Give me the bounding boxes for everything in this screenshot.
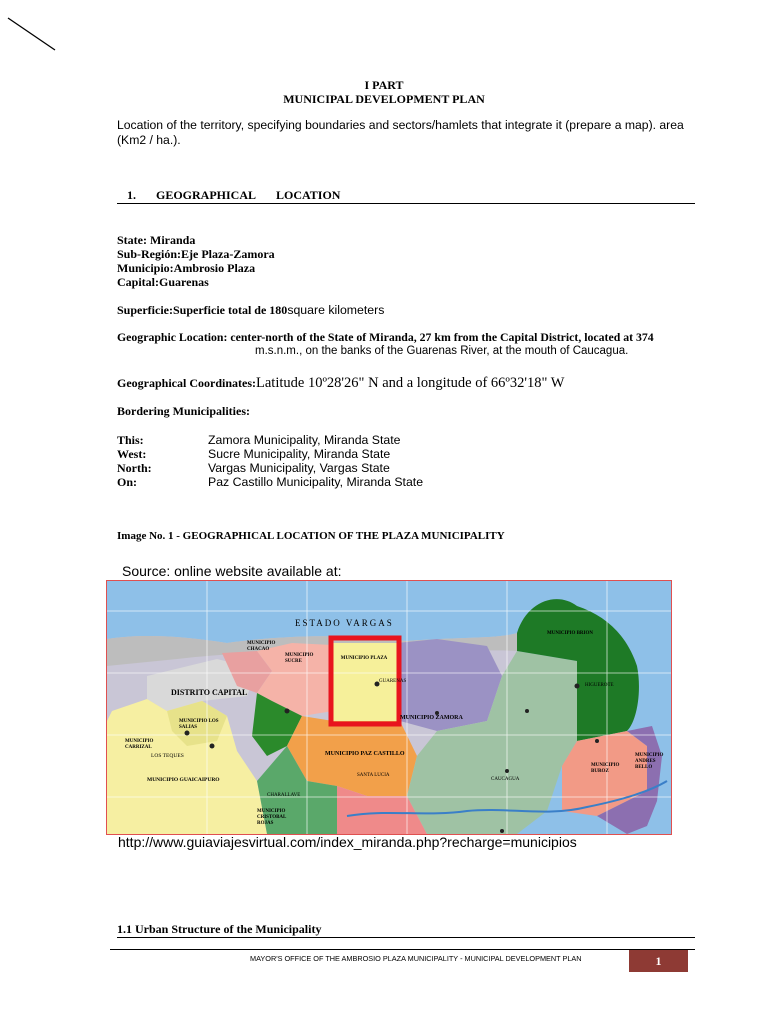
capital-line: Capital:Guarenas — [117, 275, 209, 289]
map-label-charallave: CHARALLAVE — [267, 793, 301, 798]
map-label-paz: MUNICIPIO PAZ CASTILLO — [325, 751, 405, 757]
surface-label: Superficie:Superficie total de 180 — [117, 303, 288, 317]
part-label: I PART — [364, 78, 404, 92]
geo-location-text: center-north of the State of Miranda, 27 km from the Capital District, located at 374 — [227, 330, 654, 344]
map-label-sucre: MUNICIPIO SUCRE — [285, 653, 314, 664]
source-url-link[interactable]: http://www.guiaviajesvirtual.com/index_miranda.php?recharge=municipios — [118, 834, 577, 850]
map-label-andres: MUNICIPIO ANDRES BELLO — [635, 753, 664, 770]
geo-location-label: Geographic Location: — [117, 330, 228, 344]
section-underline — [117, 203, 695, 204]
surface-line — [117, 303, 384, 318]
map-label-brion: MUNICIPIO BRION — [547, 631, 593, 636]
image-source: Source: online website available at: — [122, 563, 342, 579]
map-label-zamora: MUNICIPIO ZAMORA — [400, 715, 463, 721]
bordering-heading: Bordering Municipalities: — [117, 404, 250, 418]
subregion-line: Sub-Región:Eje Plaza-Zamora — [117, 247, 275, 261]
map-label-caucagua: CAUCAGUA — [491, 777, 520, 782]
image-caption: Image No. 1 - GEOGRAPHICAL LOCATION OF THE PLAZA MUNICIPALITY — [117, 530, 505, 542]
map-label-vargas: ESTADO VARGAS — [295, 618, 394, 628]
map-label-buroz: MUNICIPIO BUROZ — [591, 763, 620, 774]
border-key: North: — [117, 461, 152, 475]
coordinates-line — [117, 374, 565, 392]
geo-location-line — [117, 330, 654, 345]
intro-paragraph: Location of the territory, specifying boundaries and sectors/hamlets that integrate it (prepare a map). area (Km2 / ha.). — [117, 118, 684, 147]
map-label-distrito: DISTRITO CAPITAL — [171, 688, 248, 697]
border-value: Paz Castillo Municipality, Miranda State — [208, 475, 424, 489]
border-value: Sucre Municipality, Miranda State — [208, 447, 391, 461]
map-label-santalucia: SANTA LUCIA — [357, 773, 390, 778]
municipality-map — [106, 580, 672, 835]
coordinates-value: Latitude 10º28'26" N and a longitude of 66º32'18" W — [256, 375, 565, 391]
coordinates-label: Geographical Coordinates: — [117, 376, 256, 390]
border-key: On: — [117, 475, 138, 489]
page-title: MUNICIPAL DEVELOPMENT PLAN — [283, 92, 485, 106]
state-line: State: Miranda — [117, 233, 196, 247]
map-label-plaza: MUNICIPIO PLAZA — [340, 656, 388, 661]
surface-value: square kilometers — [287, 303, 385, 317]
map-label-salias: MUNICIPIO LOS SALIAS — [179, 719, 219, 730]
map-label-carrizal: MUNICIPIO CARRIZAL — [125, 739, 154, 750]
border-value: Vargas Municipality, Vargas State — [208, 461, 390, 475]
footer-text: MAYOR'S OFFICE OF THE AMBROSIO PLAZA MUNICIPALITY - MUNICIPAL DEVELOPMENT PLAN — [250, 954, 582, 963]
geo-location-text-cont: m.s.n.m., on the banks of the Guarenas River, at the mouth of Caucagua. — [255, 345, 629, 357]
map-label-guarenas: GUARENAS — [379, 679, 407, 684]
page-number-badge: 1 — [629, 950, 688, 972]
map-label-chacao: MUNICIPIO CHACAO — [247, 641, 276, 652]
map-label-guaicaipuro: MUNICIPIO GUAICAIPURO — [147, 777, 220, 783]
subsection-heading: 1.1 Urban Structure of the Municipality — [117, 922, 322, 936]
border-key: This: — [117, 433, 144, 447]
map-label-teques: LOS TEQUES — [151, 753, 184, 759]
map-label-higuerote: HIGUEROTE — [585, 683, 614, 688]
corner-mark — [0, 0, 60, 60]
border-key: West: — [117, 447, 147, 461]
subsection-underline — [117, 937, 695, 938]
border-value: Zamora Municipality, Miranda State — [208, 433, 401, 447]
map-label-cristobal: MUNICIPIO CRISTOBAL ROJAS — [257, 809, 287, 826]
municipio-line: Municipio:Ambrosio Plaza — [117, 261, 256, 275]
section-heading-geographical-location: 1. GEOGRAPHICAL LOCATION — [127, 188, 341, 202]
footer-rule — [110, 949, 695, 950]
